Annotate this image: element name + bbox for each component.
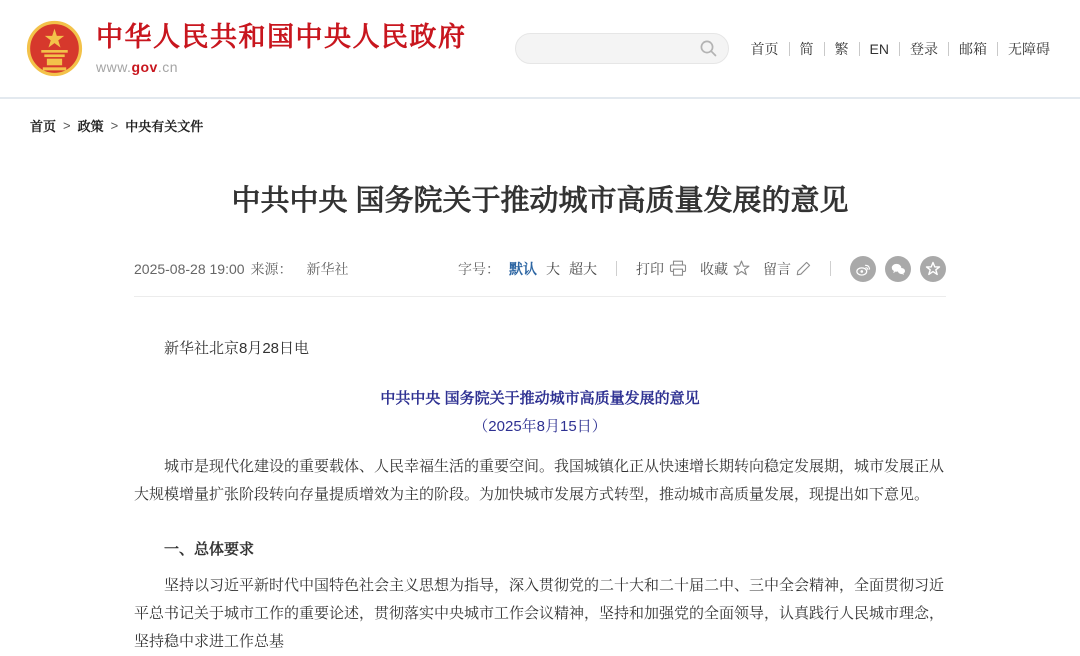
breadcrumb-current: 中央有关文件	[125, 119, 204, 134]
source-name: 新华社	[306, 260, 349, 277]
font-size-large[interactable]: 大	[546, 260, 560, 277]
weibo-icon[interactable]	[850, 256, 876, 282]
header-right	[515, 33, 1050, 64]
printer-icon	[669, 260, 687, 277]
comment-button[interactable]	[763, 259, 811, 279]
paragraph: 城市是现代化建设的重要载体、人民幸福生活的重要空间。我国城镇化正从快速增长期转向稳定发展期，城市发展正从大规模增量扩张阶段转向存量提质增效为主的阶段。为加快城市发展方式转型，推动城市高质量发展，现提出如下意见。	[134, 457, 945, 503]
print-label: 打印	[636, 260, 664, 277]
font-size-label: 字号：	[458, 260, 500, 277]
search-box	[515, 33, 729, 64]
nav-separator	[899, 42, 900, 56]
document-title: 中共中央 国务院关于推动城市高质量发展的意见	[380, 389, 700, 407]
site-header	[0, 0, 1080, 99]
site-logo-link[interactable]	[26, 20, 467, 77]
search-icon[interactable]	[699, 39, 718, 58]
search-input[interactable]	[530, 41, 699, 56]
page-title: 中共中央 国务院关于推动城市高质量发展的意见	[231, 185, 849, 217]
top-nav	[751, 39, 1050, 59]
breadcrumb-home[interactable]: 首页	[30, 119, 57, 134]
nav-english[interactable]: EN	[869, 40, 889, 57]
publish-date: 2025-08-28 19:00	[134, 260, 245, 277]
nav-traditional[interactable]: 繁	[834, 40, 849, 57]
favorite-label: 收藏	[700, 260, 728, 277]
nav-login[interactable]: 登录	[910, 40, 938, 57]
site-title: 中华人民共和国中央人民政府	[96, 22, 467, 53]
breadcrumb-policy[interactable]: 政策	[77, 119, 104, 134]
article-meta-left	[134, 259, 349, 279]
nav-mailbox[interactable]: 邮箱	[959, 40, 987, 57]
dateline: 新华社北京8月28日电	[164, 339, 310, 357]
breadcrumb-separator: >	[63, 118, 71, 133]
meta-separator	[830, 261, 831, 276]
font-size-xlarge[interactable]: 超大	[569, 260, 597, 277]
nav-separator	[997, 42, 998, 56]
share-group	[850, 256, 946, 282]
nav-separator	[789, 42, 790, 56]
paragraph: 坚持以习近平新时代中国特色社会主义思想为指导，深入贯彻党的二十大和二十届二中、三中全会精神，全面贯彻习近平总书记关于城市工作的重要论述，贯彻落实中央城市工作会议精神，坚持和加强党的全面领导，认真践行人民城市理念，坚持稳中求进工作总基	[134, 576, 945, 650]
wechat-icon[interactable]	[885, 256, 911, 282]
breadcrumb	[0, 99, 1080, 143]
comment-label: 留言	[763, 260, 791, 277]
site-url	[96, 59, 467, 75]
article-meta-bar	[134, 256, 946, 297]
site-url-gov: gov	[131, 58, 158, 75]
star-outline-icon	[733, 260, 750, 277]
font-size-default[interactable]: 默认	[509, 260, 537, 277]
nav-separator	[824, 42, 825, 56]
favorite-button[interactable]	[700, 259, 750, 279]
nav-simplified[interactable]: 简	[799, 40, 814, 57]
site-url-www: www.	[96, 58, 132, 75]
article-meta-right	[458, 256, 946, 282]
national-emblem-icon	[26, 20, 83, 77]
nav-separator	[948, 42, 949, 56]
nav-home[interactable]: 首页	[750, 40, 779, 57]
nav-accessibility[interactable]: 无障碍	[1008, 40, 1050, 57]
brand-text	[96, 22, 467, 74]
nav-separator	[859, 42, 860, 56]
meta-separator	[616, 261, 617, 276]
article-container	[134, 181, 946, 656]
article-body	[134, 297, 946, 656]
document-date: （2025年8月15日）	[473, 417, 607, 435]
site-url-cn: .cn	[157, 58, 179, 75]
print-button[interactable]	[636, 259, 687, 279]
star-share-icon[interactable]	[920, 256, 946, 282]
pencil-icon	[796, 261, 811, 276]
font-size-group	[458, 259, 597, 279]
section-heading: 一、总体要求	[164, 540, 255, 558]
breadcrumb-separator: >	[110, 118, 119, 133]
source-label: 来源：	[250, 260, 293, 277]
